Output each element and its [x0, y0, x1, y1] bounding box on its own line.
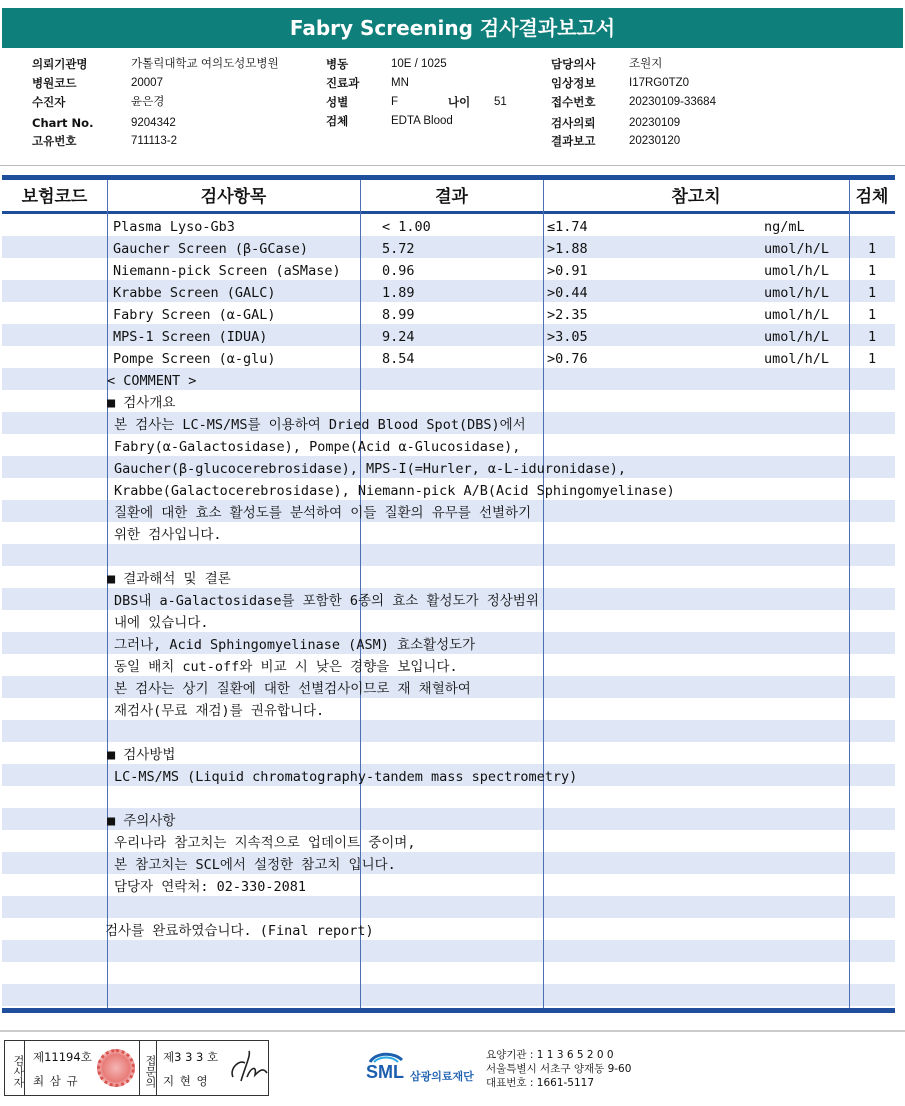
comment-line: 담당자 연락처: 02-330-2081 — [114, 879, 307, 895]
info-label: 담당의사 — [551, 57, 596, 71]
info-value: 20230109 — [629, 117, 681, 129]
approver-license: 제3 3 3 호 — [163, 1050, 219, 1064]
specimen-cell: 1 — [868, 351, 877, 367]
unit-cell: umol/h/L — [764, 351, 830, 367]
result-cell: 8.54 — [382, 351, 415, 367]
age-label: 나이 — [448, 95, 471, 109]
comment-line: 본 참고치는 SCL에서 설정한 참고치 입니다. — [114, 857, 396, 873]
result-cell: < 1.00 — [382, 219, 431, 235]
org-info — [486, 1048, 631, 1090]
comment-line: 질환에 대한 효소 활성도를 분석하여 이들 질환의 유무를 선별하기 — [114, 505, 532, 521]
info-label: 병동 — [326, 57, 349, 71]
reference-cell: >1.88 — [547, 241, 588, 257]
test-item-cell: MPS-1 Screen (IDUA) — [113, 329, 268, 345]
test-item-cell: Plasma Lyso-Gb3 — [113, 219, 235, 235]
reference-cell: ≤1.74 — [547, 219, 588, 235]
reference-cell: >0.76 — [547, 351, 588, 367]
unit-cell: umol/h/L — [764, 241, 830, 257]
comment-line: ■ 검사방법 — [107, 747, 176, 763]
logo-text: SML — [366, 1062, 404, 1082]
reference-cell: >2.35 — [547, 307, 588, 323]
info-value: EDTA Blood — [391, 115, 453, 127]
table-border-bottom — [2, 1008, 895, 1013]
divider — [0, 165, 905, 166]
unit-cell: umol/h/L — [764, 307, 830, 323]
info-value: I17RG0TZ0 — [629, 77, 690, 89]
header-test-item: 검사항목 — [200, 187, 267, 207]
row-stripe — [2, 940, 895, 962]
row-stripe — [2, 962, 895, 984]
info-label: Chart No. — [32, 116, 94, 130]
tester-license: 제11194호 — [33, 1050, 92, 1064]
signature-box — [4, 1040, 269, 1096]
info-value: 10E / 1025 — [391, 58, 447, 70]
info-value: 가톨릭대학교 여의도성모병원 — [131, 58, 279, 70]
test-item-cell: Niemann-pick Screen (aSMase) — [113, 263, 341, 279]
result-cell: 0.96 — [382, 263, 415, 279]
comment-line: 본 검사는 LC-MS/MS를 이용하여 Dried Blood Spot(DBS)에서 — [114, 417, 526, 433]
org-phone: 대표번호 : 1661-5117 — [486, 1077, 595, 1089]
info-label: 수진자 — [32, 95, 66, 109]
unit-cell: ng/mL — [764, 219, 805, 235]
info-value: 조원지 — [629, 58, 663, 70]
results-table — [2, 175, 895, 1013]
result-cell: 8.99 — [382, 307, 415, 323]
comment-line: 동일 배치 cut-off와 비교 시 낮은 경향을 보입니다. — [114, 659, 458, 675]
unit-cell: umol/h/L — [764, 329, 830, 345]
footer-divider — [0, 1030, 905, 1032]
row-stripe — [2, 984, 895, 1006]
unit-cell: umol/h/L — [764, 263, 830, 279]
specimen-cell: 1 — [868, 285, 877, 301]
comment-line: LC-MS/MS (Liquid chromatography-tandem mass spectrometry) — [114, 769, 578, 785]
comment-line: 본 검사는 상기 질환에 대한 선별검사이므로 재 채혈하여 — [114, 681, 471, 697]
result-cell: 1.89 — [382, 285, 415, 301]
table-row — [2, 260, 895, 282]
comment-line: 검사를 완료하였습니다. (Final report) — [105, 923, 374, 939]
table-border-top — [2, 175, 895, 180]
patient-info — [0, 55, 905, 155]
header-specimen: 검체 — [855, 187, 889, 207]
comment-line: Gaucher(β-glucocerebrosidase), MPS-I(=Hurler, α-L-iduronidase), — [114, 461, 627, 477]
table-row — [2, 238, 895, 260]
specimen-cell: 1 — [868, 241, 877, 257]
reference-cell: >0.44 — [547, 285, 588, 301]
tester-name: 최 삼 규 — [33, 1074, 79, 1088]
header-result: 결과 — [435, 187, 468, 207]
info-value: 20007 — [131, 77, 163, 89]
reference-cell: >0.91 — [547, 263, 588, 279]
info-value: 20230109-33684 — [629, 96, 716, 108]
table-row — [2, 304, 895, 326]
info-value: F — [391, 96, 399, 108]
info-value: 윤은경 — [131, 96, 165, 108]
specimen-cell: 1 — [868, 307, 877, 323]
info-label: 병원코드 — [32, 76, 77, 90]
unit-cell: umol/h/L — [764, 285, 830, 301]
approver-name: 지 현 영 — [163, 1074, 209, 1088]
result-cell: 5.72 — [382, 241, 415, 257]
org-address: 서울특별시 서초구 양재동 9-60 — [486, 1063, 632, 1075]
info-value: MN — [391, 77, 409, 89]
info-label: 임상정보 — [551, 76, 596, 90]
result-cell: 9.24 — [382, 329, 415, 345]
comment-line: ■ 검사개요 — [107, 395, 176, 411]
comment-line: ■ 주의사항 — [107, 813, 176, 829]
test-item-cell: Krabbe Screen (GALC) — [113, 285, 276, 301]
info-value: 20230120 — [629, 135, 681, 147]
org-code: 요양기관 : 1 1 3 6 5 2 0 0 — [486, 1049, 614, 1061]
info-label: 성별 — [326, 95, 349, 109]
report-title: Fabry Screening 검사결과보고서 — [2, 8, 903, 48]
handwritten-signature — [227, 1047, 269, 1089]
comment-line: Fabry(α-Galactosidase), Pompe(Acid α-Glucosidase), — [114, 439, 521, 455]
header-reference: 참고치 — [671, 187, 721, 207]
info-label: 의뢰기관명 — [32, 57, 88, 71]
test-item-cell: Gaucher Screen (β-GCase) — [113, 241, 309, 257]
info-label: 고유번호 — [32, 134, 77, 148]
age-value: 51 — [494, 96, 507, 108]
info-value: 9204342 — [131, 117, 176, 129]
comment-line: DBS내 a-Galactosidase를 포함한 6종의 효소 활성도가 정상범위 — [114, 593, 539, 609]
table-row — [2, 326, 895, 348]
info-label: 검사의뢰 — [551, 116, 596, 130]
info-value: 711113-2 — [131, 135, 178, 147]
row-stripe — [2, 544, 895, 566]
info-label: 진료과 — [326, 76, 360, 90]
row-stripe — [2, 896, 895, 918]
test-item-cell: Pompe Screen (α-glu) — [113, 351, 276, 367]
official-seal — [97, 1049, 135, 1087]
tester-label: 검사자 — [5, 1041, 25, 1095]
test-item-cell: Fabry Screen (α-GAL) — [113, 307, 276, 323]
info-label: 결과보고 — [551, 134, 596, 148]
header-insurance-code: 보험코드 — [21, 187, 88, 207]
table-row — [2, 282, 895, 304]
table-row — [2, 216, 895, 238]
comment-line: 내에 있습니다. — [114, 615, 209, 631]
table-row — [2, 348, 895, 370]
comment-line: ■ 결과해석 및 결론 — [107, 571, 231, 587]
approver-label: 접문의 — [139, 1041, 157, 1095]
specimen-cell: 1 — [868, 329, 877, 345]
comment-line: < COMMENT > — [107, 373, 197, 389]
comment-line: 그러나, Acid Sphingomyelinase (ASM) 효소활성도가 — [114, 637, 476, 653]
row-stripe — [2, 720, 895, 742]
specimen-cell: 1 — [868, 263, 877, 279]
comment-line: 재검사(무료 재검)를 권유합니다. — [114, 703, 325, 719]
comment-line: Krabbe(Galactocerebrosidase), Niemann-pick A/B(Acid Sphingomyelinase) — [114, 483, 675, 499]
header-underline — [2, 211, 895, 214]
info-label: 검체 — [326, 114, 349, 128]
org-name: 삼광의료재단 — [410, 1070, 474, 1083]
reference-cell: >3.05 — [547, 329, 588, 345]
row-stripe — [2, 786, 895, 808]
comment-line: 위한 검사입니다. — [114, 527, 222, 543]
comment-line: 우리나라 참고치는 지속적으로 업데이트 중이며, — [114, 835, 416, 851]
info-label: 접수번호 — [551, 95, 596, 109]
